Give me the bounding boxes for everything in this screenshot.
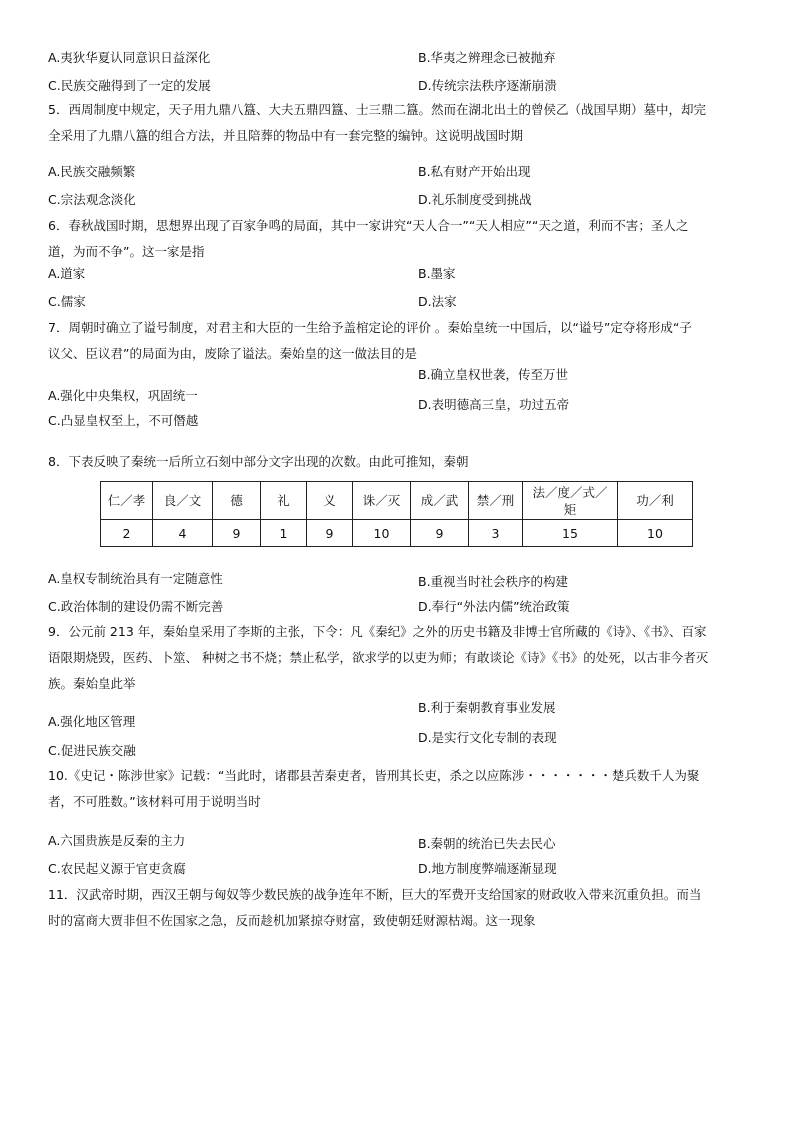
q6-option-b: B.墨家 xyxy=(418,266,456,281)
q7-stem-line1: 7．周朝时确立了谥号制度，对君主和大臣的一生给予盖棺定论的评价 。秦始皇统一中国后，以“谥号”定夺将形成“子 xyxy=(48,320,692,335)
q9-stem-line3: 族。秦始皇此举 xyxy=(48,676,136,691)
q4-option-a: A.夷狄华夏认同意识日益深化 xyxy=(48,50,211,65)
q8-option-d: D.奉行“外法内儒”统治政策 xyxy=(418,599,570,614)
table-header-cell: 德 xyxy=(213,482,261,520)
q5-stem-line2: 全采用了九鼎八簋的组合方法，并且陪葬的物品中有一套完整的编钟。这说明战国时期 xyxy=(48,128,524,143)
table-header-cell: 礼 xyxy=(261,482,307,520)
q9-option-a: A.强化地区管理 xyxy=(48,714,136,729)
q9-option-c: C.促进民族交融 xyxy=(48,743,136,758)
q9-stem-line1: 9．公元前 213 年，秦始皇采用了李斯的主张，下令：凡《秦纪》之外的历史书籍及非博士官所藏的《诗》、《书》、百家 xyxy=(48,624,707,639)
q7-option-a: A.强化中央集权，巩固统一 xyxy=(48,388,198,403)
table-header-cell: 成／武 xyxy=(411,482,469,520)
q9-option-b: B.利于秦朝教育事业发展 xyxy=(418,700,556,715)
q8-option-c: C.政治体制的建设仍需不断完善 xyxy=(48,599,224,614)
table-value-cell: 4 xyxy=(153,520,213,547)
table-value-cell: 9 xyxy=(307,520,353,547)
q6-option-c: C.儒家 xyxy=(48,294,86,309)
q5-option-a: A.民族交融频繁 xyxy=(48,164,136,179)
table-value-cell: 9 xyxy=(411,520,469,547)
table-header-cell: 仁／孝 xyxy=(101,482,153,520)
q6-option-a: A.道家 xyxy=(48,266,86,281)
table-header-cell: 良／文 xyxy=(153,482,213,520)
q6-stem-line2: 道，为而不争”。这一家是指 xyxy=(48,244,205,259)
table-value-cell: 1 xyxy=(261,520,307,547)
q10-option-d: D.地方制度弊端逐渐显现 xyxy=(418,861,557,876)
table-header-cell: 诛／灭 xyxy=(353,482,411,520)
q5-option-d: D.礼乐制度受到挑战 xyxy=(418,192,532,207)
q4-option-c: C.民族交融得到了一定的发展 xyxy=(48,78,211,93)
q10-option-b: B.秦朝的统治已失去民心 xyxy=(418,836,556,851)
q11-stem-line1: 11．汉武帝时期，西汉王朝与匈奴等少数民族的战争连年不断，巨大的军费开支给国家的财政收入带来沉重负担。而当 xyxy=(48,887,702,902)
table-header-cell: 禁／刑 xyxy=(469,482,523,520)
q8-stem: 8．下表反映了秦统一后所立石刻中部分文字出现的次数。由此可推知，秦朝 xyxy=(48,454,469,469)
q10-option-a: A.六国贵族是反秦的主力 xyxy=(48,833,186,848)
q10-option-c: C.农民起义源于官吏贪腐 xyxy=(48,861,186,876)
q7-stem-line2: 议父、臣议君”的局面为由，废除了谥法。秦始皇的这一做法目的是 xyxy=(48,346,417,361)
table-header-cell: 法／度／式／矩 xyxy=(523,482,618,520)
q9-stem-line2: 语限期烧毁，医药、卜筮、 种树之书不烧；禁止私学，欲求学的以吏为师；有敢谈论《诗》《书》的处死，以古非今者灭 xyxy=(48,650,709,665)
table-value-cell: 2 xyxy=(101,520,153,547)
q5-option-b: B.私有财产开始出现 xyxy=(418,164,531,179)
q8-word-count-table xyxy=(100,481,693,547)
table-header-cell: 义 xyxy=(307,482,353,520)
table-value-row xyxy=(101,520,693,547)
table-header-row xyxy=(101,482,693,520)
q11-stem-line2: 时的富商大贾非但不佐国家之急，反而趁机加紧掠夺财富，致使朝廷财源枯竭。这一现象 xyxy=(48,913,536,928)
q10-stem-line2: 者，不可胜数。”该材料可用于说明当时 xyxy=(48,794,261,809)
table-value-cell: 15 xyxy=(523,520,618,547)
q4-option-d: D.传统宗法秩序逐渐崩溃 xyxy=(418,78,557,93)
table-header-cell: 功／利 xyxy=(618,482,693,520)
q5-stem-line1: 5．西周制度中规定，天子用九鼎八簋、大夫五鼎四簋、士三鼎二簋。然而在湖北出土的曾侯乙（战国早期）墓中，却完 xyxy=(48,102,706,117)
table-value-cell: 3 xyxy=(469,520,523,547)
q7-option-d: D.表明德高三皇，功过五帝 xyxy=(418,397,570,412)
q10-stem-line1: 10.《史记・陈涉世家》记载：“当此时，诸郡县苦秦吏者，皆刑其长吏，杀之以应陈涉・・・・・・・楚兵数千人为聚 xyxy=(48,768,700,783)
q8-option-b: B.重视当时社会秩序的构建 xyxy=(418,574,569,589)
q7-option-c: C.凸显皇权至上，不可僭越 xyxy=(48,413,199,428)
q4-option-b: B.华夷之辨理念已被抛弃 xyxy=(418,50,556,65)
q5-option-c: C.宗法观念淡化 xyxy=(48,192,136,207)
table-value-cell: 9 xyxy=(213,520,261,547)
q8-option-a: A.皇权专制统治具有一定随意性 xyxy=(48,571,223,586)
q6-stem-line1: 6．春秋战国时期，思想界出现了百家争鸣的局面，其中一家讲究“天人合一”“天人相应”“天之道，利而不害；圣人之 xyxy=(48,218,689,233)
q9-option-d: D.是实行文化专制的表现 xyxy=(418,730,557,745)
q7-option-b: B.确立皇权世袭，传至万世 xyxy=(418,367,569,382)
table-value-cell: 10 xyxy=(618,520,693,547)
q6-option-d: D.法家 xyxy=(418,294,457,309)
table-value-cell: 10 xyxy=(353,520,411,547)
